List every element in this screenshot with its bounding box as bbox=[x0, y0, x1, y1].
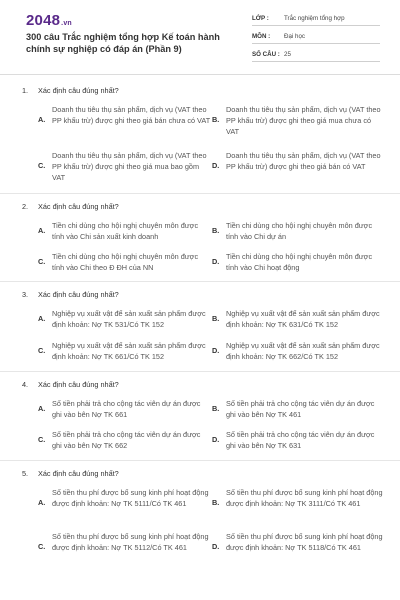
option-letter: A. bbox=[38, 404, 46, 413]
meta-row-lop bbox=[252, 12, 380, 26]
question-header bbox=[0, 286, 400, 308]
option-letter: D. bbox=[212, 435, 220, 444]
option-row bbox=[0, 104, 400, 150]
option-row bbox=[0, 308, 400, 340]
question-header bbox=[0, 465, 400, 487]
question-header bbox=[0, 376, 400, 398]
options bbox=[0, 308, 400, 368]
option-letter: B. bbox=[212, 404, 220, 413]
option-text: Nghiệp vụ xuất vật để sản xuất sản phẩm được định khoản: Nợ TK 662/Có TK 152 bbox=[226, 341, 380, 362]
question-2 bbox=[0, 198, 400, 282]
question-number: 2. bbox=[22, 202, 29, 211]
options bbox=[0, 487, 400, 567]
option-row bbox=[0, 487, 400, 531]
question-divider bbox=[0, 371, 400, 372]
option-letter: C. bbox=[38, 346, 46, 355]
option-letter: D. bbox=[212, 346, 220, 355]
question-list bbox=[0, 82, 400, 571]
option-text: Số tiền phải trả cho cộng tác viên dự án được ghi vào bên Nợ TK 631 bbox=[226, 430, 375, 451]
question-text: Xác định câu đúng nhất? bbox=[38, 86, 119, 95]
option-letter: B. bbox=[212, 314, 220, 323]
option-text: Doanh thu tiêu thụ sản phẩm, dịch vụ (VAT theo PP khấu trừ) được ghi theo giá bán có VAT bbox=[226, 151, 381, 172]
header-divider bbox=[0, 74, 400, 75]
mon-label: MÔN : bbox=[252, 33, 271, 40]
option-text: Tiền chi dùng cho hội nghị chuyên môn được tính vào Chi theo Đ ĐH của NN bbox=[52, 252, 199, 273]
question-number: 3. bbox=[22, 290, 29, 299]
option-letter: C. bbox=[38, 542, 46, 551]
lop-value: Trắc nghiệm tổng hợp bbox=[284, 15, 345, 22]
question-divider bbox=[0, 193, 400, 194]
page-header bbox=[0, 0, 400, 70]
option-letter: A. bbox=[38, 226, 46, 235]
option-row bbox=[0, 340, 400, 368]
question-5 bbox=[0, 465, 400, 567]
options bbox=[0, 220, 400, 278]
socau-label: SỐ CÂU : bbox=[252, 51, 280, 58]
site-logo[interactable] bbox=[26, 12, 72, 29]
options bbox=[0, 104, 400, 190]
lop-label: LỚP : bbox=[252, 15, 269, 22]
option-letter: C. bbox=[38, 161, 46, 170]
option-text: Số tiền thu phí được bổ sung kinh phí hoạt động được định khoản: Nợ TK 3111/Có TK 461 bbox=[226, 488, 383, 509]
logo-main: 2048 bbox=[26, 12, 61, 29]
meta-row-mon bbox=[252, 30, 380, 44]
question-header bbox=[0, 198, 400, 220]
option-letter: B. bbox=[212, 498, 220, 507]
option-text: Số tiền thu phí được bổ sung kinh phí hoạt động được định khoản: Nợ TK 5112/Có TK 461 bbox=[52, 532, 209, 553]
option-text: Nghiệp vụ xuất vật để sản xuất sản phẩm được định khoản: Nợ TK 631/Có TK 152 bbox=[226, 309, 380, 330]
option-row bbox=[0, 251, 400, 278]
option-letter: D. bbox=[212, 542, 220, 551]
option-row bbox=[0, 531, 400, 567]
option-text: Số tiền phải trả cho cộng tác viên dự án được ghi vào bên Nợ TK 661 bbox=[52, 399, 201, 420]
option-text: Tiền chi dùng cho hội nghị chuyên môn được tính vào Chi sản xuất kinh doanh bbox=[52, 221, 199, 242]
question-1 bbox=[0, 82, 400, 194]
question-text: Xác định câu đúng nhất? bbox=[38, 469, 119, 478]
question-number: 1. bbox=[22, 86, 29, 95]
option-letter: C. bbox=[38, 435, 46, 444]
option-text: Số tiền thu phí được bổ sung kinh phí hoạt động được định khoản: Nợ TK 5118/Có TK 461 bbox=[226, 532, 383, 553]
socau-value: 25 bbox=[284, 51, 291, 58]
question-divider bbox=[0, 460, 400, 461]
option-letter: A. bbox=[38, 314, 46, 323]
option-letter: C. bbox=[38, 257, 46, 266]
option-letter: A. bbox=[38, 498, 46, 507]
option-text: Số tiền phải trả cho cộng tác viên dự án được ghi vào bên Nợ TK 461 bbox=[226, 399, 375, 420]
option-row bbox=[0, 398, 400, 429]
option-row bbox=[0, 150, 400, 190]
question-number: 5. bbox=[22, 469, 29, 478]
question-number: 4. bbox=[22, 380, 29, 389]
option-row bbox=[0, 220, 400, 251]
option-letter: A. bbox=[38, 115, 46, 124]
option-text: Tiền chi dùng cho hội nghị chuyên môn được tính vào Chi dự án bbox=[226, 221, 373, 242]
question-text: Xác định câu đúng nhất? bbox=[38, 290, 119, 299]
option-text: Doanh thu tiêu thụ sản phẩm, dịch vụ (VAT theo PP khấu trừ) được ghi theo giá mua bao gồm VAT bbox=[52, 151, 207, 183]
option-text: Số tiền thu phí được bổ sung kinh phí hoạt động được định khoản: Nợ TK 5111/Có TK 461 bbox=[52, 488, 209, 509]
question-header bbox=[0, 82, 400, 104]
option-text: Doanh thu tiêu thụ sản phẩm, dịch vụ (VAT theo PP khấu trừ) được ghi theo giá bán chưa có VAT bbox=[52, 105, 211, 126]
question-4 bbox=[0, 376, 400, 461]
meta-row-socau bbox=[252, 48, 380, 62]
option-text: Doanh thu tiêu thụ sản phẩm, dịch vụ (VAT theo PP khấu trừ) được ghi theo giá mua chưa có VAT bbox=[226, 105, 381, 137]
question-text: Xác định câu đúng nhất? bbox=[38, 202, 119, 211]
mon-value: Đại học bbox=[284, 33, 305, 40]
page-title: 300 câu Trắc nghiệm tổng hợp Kế toán hành chính sự nghiệp có đáp án (Phần 9) bbox=[26, 32, 220, 54]
option-text: Nghiệp vụ xuất vật để sản xuất sản phẩm được định khoản: Nợ TK 661/Có TK 152 bbox=[52, 341, 206, 362]
question-divider bbox=[0, 281, 400, 282]
logo-suffix: .vn bbox=[61, 20, 72, 27]
question-3 bbox=[0, 286, 400, 372]
options bbox=[0, 398, 400, 457]
question-text: Xác định câu đúng nhất? bbox=[38, 380, 119, 389]
option-text: Nghiệp vụ xuất vật để sản xuất sản phẩm được định khoản: Nợ TK 531/Có TK 152 bbox=[52, 309, 206, 330]
option-letter: D. bbox=[212, 257, 220, 266]
option-text: Tiền chi dùng cho hội nghị chuyên môn được tính vào Chi hoạt động bbox=[226, 252, 373, 273]
option-letter: D. bbox=[212, 161, 220, 170]
option-row bbox=[0, 429, 400, 457]
option-letter: B. bbox=[212, 226, 220, 235]
option-letter: B. bbox=[212, 115, 220, 124]
option-text: Số tiền phải trả cho cộng tác viên dự án được ghi vào bên Nợ TK 662 bbox=[52, 430, 201, 451]
exam-meta bbox=[252, 12, 380, 66]
